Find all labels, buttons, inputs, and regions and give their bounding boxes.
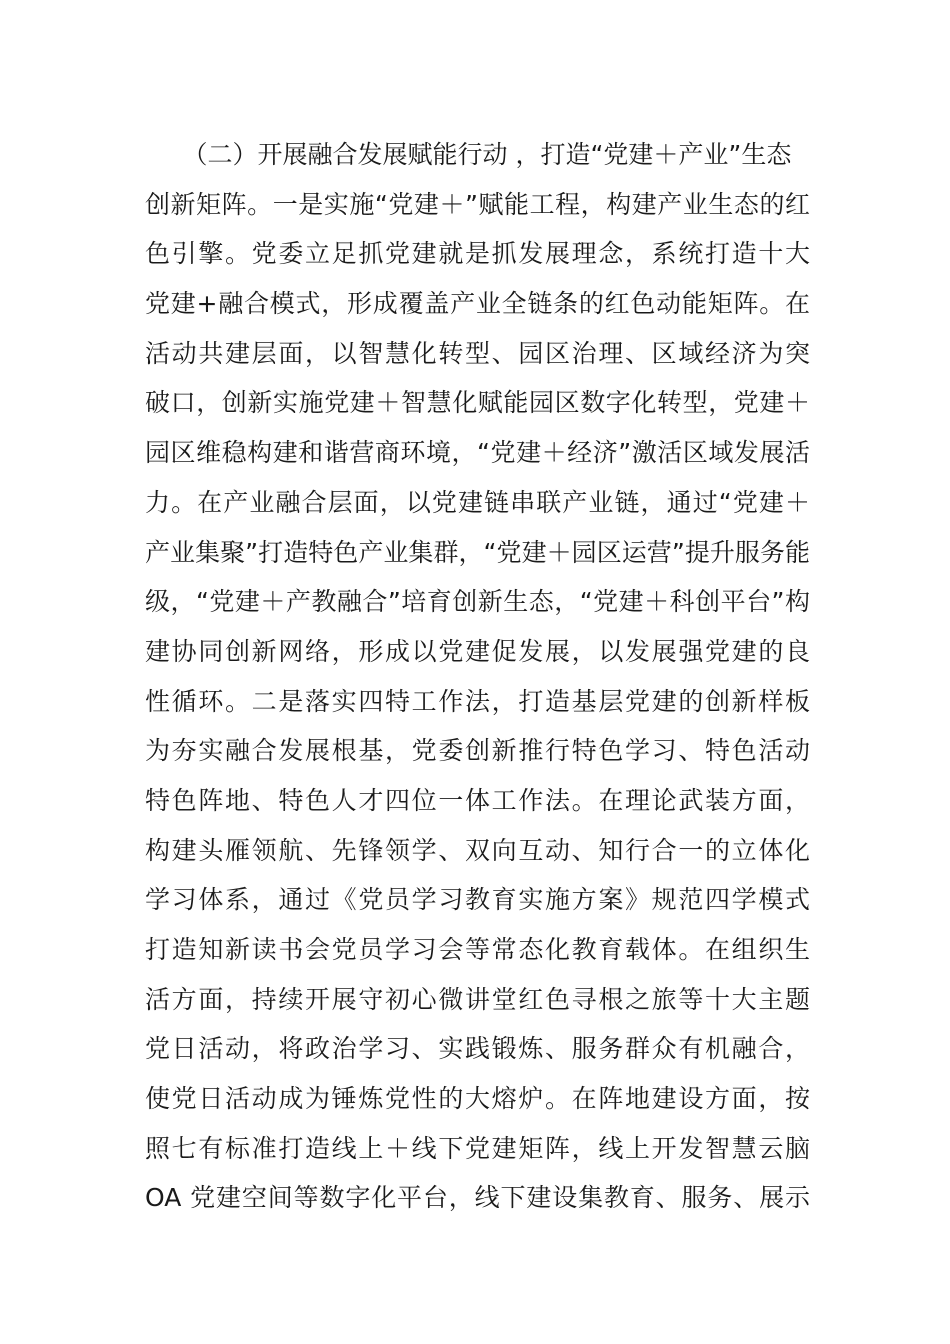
- text-line: 性循环。二是落实四特工作法，打造基层党建的创新样板: [145, 686, 810, 716]
- text-line: 构建头雁领航、先锋领学、双向互动、知行合一的立体化: [145, 835, 810, 865]
- text-line: 特色阵地、特色人才四位一体工作法。在理论武装方面，: [145, 785, 810, 815]
- text-line: 学习体系，通过《党员学习教育实施方案》规范四学模式: [145, 885, 810, 915]
- text-line: 色引擎。党委立足抓党建就是抓发展理念，系统打造十大: [145, 239, 810, 269]
- text-line: 照七有标准打造线上＋线下党建矩阵，线上开发智慧云脑: [145, 1133, 810, 1163]
- text-line: 活动共建层面，以智慧化转型、园区治理、区域经济为突: [145, 338, 810, 368]
- body-paragraph: [145, 130, 810, 1223]
- text-line: 建协同创新网络，形成以党建促发展，以发展强党建的良: [145, 636, 810, 666]
- text-line: 为夯实融合发展根基，党委创新推行特色学习、特色活动: [145, 736, 810, 766]
- text-line: 使党日活动成为锤炼党性的大熔炉。在阵地建设方面，按: [145, 1084, 810, 1114]
- text-line: 园区维稳构建和谐营商环境，“党建＋经济”激活区域发展活: [145, 438, 810, 468]
- text-line: 级，“党建＋产教融合”培育创新生态，“党建＋科创平台”构: [145, 587, 810, 617]
- text-line: （二）开展融合发展赋能行动 ，打造“党建＋产业”生态: [145, 140, 792, 169]
- text-line: 党建+融合模式，形成覆盖产业全链条的红色动能矩阵。在: [145, 289, 810, 319]
- text-line: 力。在产业融合层面，以党建链串联产业链，通过“党建＋: [145, 487, 810, 517]
- text-line: 党日活动，将政治学习、实践锻炼、服务群众有机融合，: [145, 1034, 810, 1064]
- text-line: 打造知新读书会党员学习会等常态化教育载体。在组织生: [145, 935, 810, 964]
- text-line: 活方面，持续开展守初心微讲堂红色寻根之旅等十大主题: [145, 984, 810, 1014]
- text-line: OA 党建空间等数字化平台，线下建设集教育、服务、展示: [145, 1183, 810, 1213]
- text-line: 创新矩阵。一是实施“党建＋”赋能工程，构建产业生态的红: [145, 189, 810, 219]
- text-line: 破口，创新实施党建＋智慧化赋能园区数字化转型，党建＋: [145, 388, 810, 418]
- text-line: 产业集聚”打造特色产业集群，“党建＋园区运营”提升服务能: [145, 537, 810, 567]
